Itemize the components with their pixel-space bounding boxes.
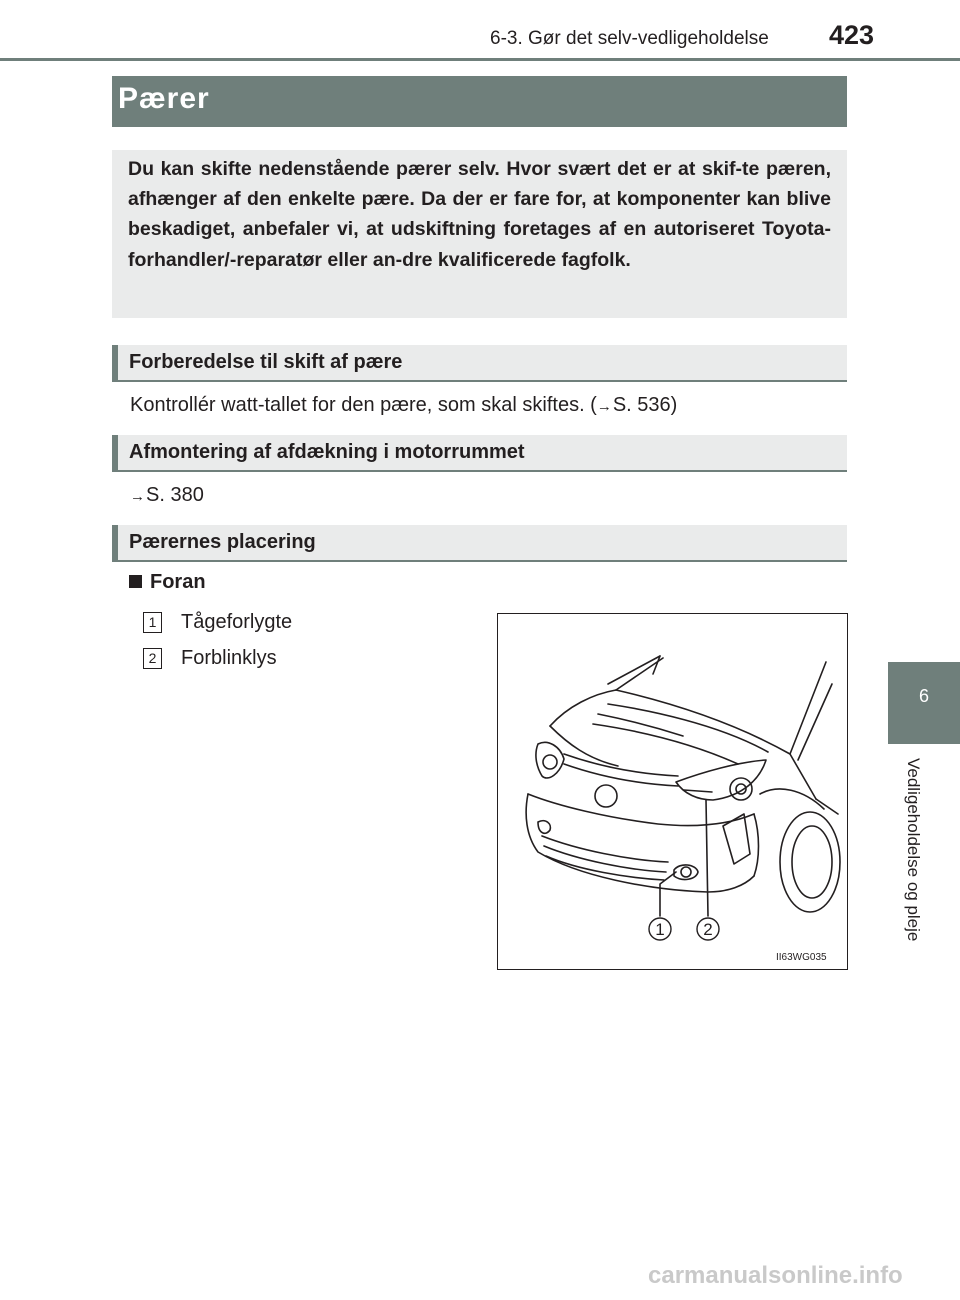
list-item-fog-light: Tågeforlygte	[181, 611, 293, 633]
section-header-preparation	[112, 345, 847, 382]
section-title: Afmontering af afdækning i motorrummet	[129, 441, 525, 463]
list-item-turn-signal: Forblinklys	[181, 647, 277, 669]
chapter-number: 6	[918, 686, 929, 706]
intro-box	[112, 150, 847, 318]
header-divider	[0, 58, 960, 61]
page-title-bar	[112, 76, 847, 127]
preparation-text-before: Kontrollér watt-tallet for den pære, som skal skiftes. (	[130, 394, 597, 416]
square-bullet-icon	[129, 575, 142, 588]
car-front-drawing	[498, 614, 847, 969]
arrow-right-icon: →	[130, 488, 145, 505]
subheading-front	[129, 571, 206, 594]
header-section-title: 6-3. Gør det selv-vedligeholdelse	[490, 28, 769, 49]
page-reference-link[interactable]: S. 380	[146, 484, 204, 506]
figure-code: II63WG035	[776, 952, 827, 963]
page-number: 423	[829, 20, 875, 50]
subheading-front-text: Foran	[150, 571, 206, 593]
callout-label-2: 2	[703, 920, 713, 939]
callout-number-1: 1	[143, 612, 162, 633]
section-header-cover-removal	[112, 435, 847, 472]
chapter-tab[interactable]	[888, 662, 960, 744]
chapter-label: Vedligeholdelse og pleje	[904, 758, 923, 942]
car-front-illustration	[497, 613, 848, 970]
cover-removal-reference	[130, 484, 204, 507]
callout-number-2: 2	[143, 648, 162, 669]
intro-text: Du kan skifte nedenstående pærer selv. Hvor svært det er at skif-te pæren, afhænger af den enkelte pære. Da der er fare for, at komponenter kan blive beskadiget, anbefaler vi, at udskiftning foretages af en autoriseret Toyota-forhandler/-reparatør eller an-dre kvalificerede fagfolk.	[128, 158, 831, 271]
section-title: Forberedelse til skift af pære	[129, 351, 403, 373]
watermark-text: carmanualsonline.info	[648, 1262, 903, 1289]
preparation-text	[130, 394, 677, 417]
callout-label-1: 1	[655, 920, 665, 939]
preparation-text-after: )	[670, 394, 678, 416]
arrow-right-icon: →	[596, 398, 612, 415]
page-reference-link[interactable]: S. 536	[612, 394, 671, 416]
section-header-bulb-locations	[112, 525, 847, 562]
section-title: Pærernes placering	[129, 531, 316, 553]
page-title: Pærer	[118, 82, 210, 115]
